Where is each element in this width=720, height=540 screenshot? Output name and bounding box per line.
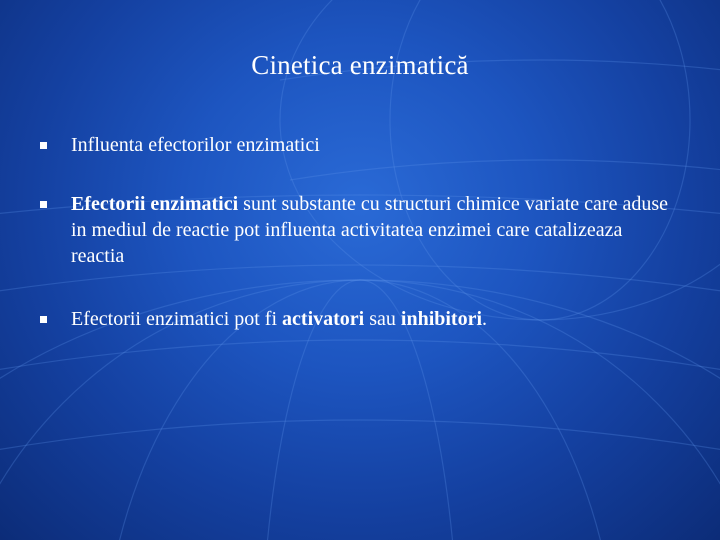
bullet-bold-term: activatori [282,308,365,330]
bullet-text: sau [364,308,401,330]
bullet-bold-term: Efectorii enzimatici [71,193,239,215]
bullet-text: sunt substante cu structuri chimice variate care aduse in mediul de reactie pot influenta activitatea enzimei care catalizeaza reactia [71,193,668,267]
slide-title: Cinetica enzimatică [251,50,469,80]
bullet-list [40,132,680,332]
bullet-item [40,191,680,269]
bullet-bold-term: inhibitori [400,308,483,330]
bullet-item [40,306,680,332]
square-bullet-icon [40,142,47,149]
square-bullet-icon [40,316,47,323]
bullet-item [40,132,680,158]
bullet-text: . [482,308,488,330]
bullet-text: Influenta efectorilor enzimatici [71,134,320,156]
bullet-text: Efectorii enzimatici pot fi [71,308,283,330]
square-bullet-icon [40,201,47,208]
